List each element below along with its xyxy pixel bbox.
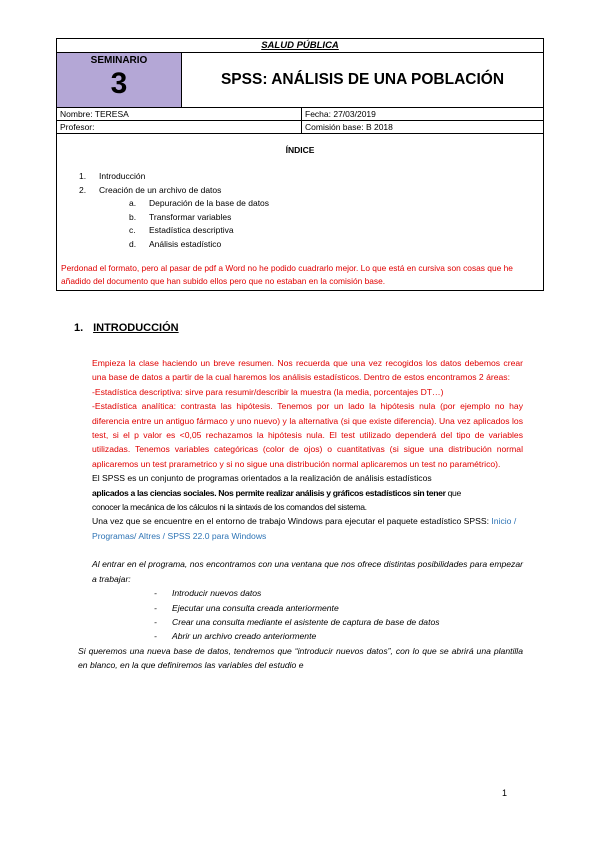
dash-bullet: - xyxy=(154,616,157,627)
seminar-label: SEMINARIO xyxy=(90,55,148,66)
index-subitem xyxy=(79,197,269,211)
index-item-number: 1. xyxy=(79,171,87,181)
windows-paragraph xyxy=(92,514,523,543)
index-subitem-label: Depuración de la base de datos xyxy=(149,198,270,208)
index-list xyxy=(79,170,269,251)
index-subitem-label: Análisis estadístico xyxy=(149,238,222,249)
index-subitem xyxy=(79,224,269,238)
option-label: Introducir nuevos datos xyxy=(172,588,262,599)
option-item xyxy=(92,615,523,629)
seminar-box xyxy=(57,53,182,107)
red-analytic-paragraph: -Estadística analítica: contrasta las hipótesis. Tenemos por un lado la hipótesis nula (por ejemplo no hay diferencia entre un antiguo fármaco y uno nuevo) y la alternativa (si que existe diferencia). Una vez aplicados los test, si el p valor es <0,05 rechazamos la hipótesis nula. El test utilizado dependerá del tipo de variables utilizadas. Tenemos variables categóricas (color de ojos) o cuantitativas (si sigue una distribución normal aplicaremos un test prarametrico y si no sigue una distribución normal aplicaremos un test no paramétrico). xyxy=(92,401,523,469)
windows-text: Una vez que se encuentre en el entorno de trabajo Windows para ejecutar el paquete estadístico SPSS: xyxy=(92,516,492,527)
student-name: Nombre: TERESA xyxy=(57,108,302,120)
commission-field: Comisión base: B 2018 xyxy=(305,122,393,132)
index-subitem-label: Estadística descriptiva xyxy=(149,225,234,235)
index-subitem-letter: d. xyxy=(129,238,137,249)
option-label: Crear una consulta mediante el asistente de captura de base de datos xyxy=(172,616,440,627)
index-subitem-letter: a. xyxy=(129,198,137,208)
dash-bullet: - xyxy=(154,602,157,613)
option-item xyxy=(92,601,523,615)
info-row-1 xyxy=(57,108,543,121)
section-body xyxy=(78,356,523,673)
header-table xyxy=(56,38,544,291)
index-subitem xyxy=(79,238,269,252)
spss-line-2-bold: aplicados a las ciencias sociales. Nos permite realizar análisis y gráficos estadísticos sin tener xyxy=(92,487,446,498)
spacer xyxy=(92,543,523,557)
index-subitem-label: Transformar variables xyxy=(149,211,232,222)
italic-end-paragraph: Si queremos una nueva base de datos, tendremos que “introducir nuevos datos”, con lo que se abrirá una plantilla en blanco, en la que definiremos las variables del estudio e xyxy=(78,645,523,671)
windows-path: Inicio / Programas/ Altres / SPSS 22.0 para Windows xyxy=(92,516,517,541)
teacher-field: Profesor: xyxy=(57,121,302,133)
spss-line-2 xyxy=(92,486,523,500)
index-item-label: Creación de un archivo de datos xyxy=(99,184,222,195)
spss-line-1: El SPSS es un conjunto de programas orientados a la realización de análisis estadísticos xyxy=(92,473,432,484)
index-subitem-letter: b. xyxy=(129,211,137,222)
section-heading xyxy=(74,322,179,334)
index-cell xyxy=(57,134,543,290)
option-label: Abrir un archivo creado anteriormente xyxy=(172,631,317,642)
index-item xyxy=(79,170,269,184)
seminar-row xyxy=(57,53,543,108)
index-title: ÍNDICE xyxy=(285,145,315,155)
index-item xyxy=(79,184,269,198)
option-label: Ejecutar una consulta creada anteriormente xyxy=(172,602,339,613)
subject-title: SALUD PÚBLICA xyxy=(261,40,339,51)
option-item xyxy=(92,629,523,643)
index-subitem xyxy=(79,211,269,225)
red-descriptive-paragraph: -Estadística descriptiva: sirve para resumir/describir la muestra (la media, porcentajes DT…) xyxy=(92,386,444,397)
spss-line-2-tail: que xyxy=(445,487,461,498)
italic-intro-paragraph: Al entrar en el programa, nos encontramos con una ventana que nos ofrece distintas posibilidades para empezar a trabajar: xyxy=(92,559,523,584)
red-intro-paragraph: Empieza la clase haciendo un breve resumen. Nos recuerda que una vez recogidos los datos debemos crear una base de datos a partir de la cual haremos los análisis estadísticos. Dentro de estos encontramos 2 áreas: xyxy=(92,358,523,383)
seminar-number: 3 xyxy=(110,67,128,100)
section-title: INTRODUCCIÓN xyxy=(93,322,179,334)
format-note: Perdonad el formato, pero al pasar de pdf a Word no he podido cuadrarlo mejor. Lo que está en cursiva son cosas que he añadido del documento que han subido ellos pero que no estaban en la comisión base. xyxy=(61,263,513,286)
section-number: 1. xyxy=(74,322,84,334)
date-field: Fecha: 27/03/2019 xyxy=(305,109,376,119)
page-number: 1 xyxy=(502,788,508,798)
index-subitem-letter: c. xyxy=(129,225,136,235)
index-item-label: Introducción xyxy=(99,171,146,181)
subject-row xyxy=(57,39,543,53)
option-item xyxy=(92,586,523,600)
dash-bullet: - xyxy=(154,631,157,642)
spss-line-3: conocer la mecánica de los cálculos ni la sintaxis de los comandos del sistema. xyxy=(92,502,367,513)
index-item-number: 2. xyxy=(79,184,87,195)
dash-bullet: - xyxy=(154,588,157,599)
document-title: SPSS: ANÁLISIS DE UNA POBLACIÓN xyxy=(220,71,505,88)
info-row-2 xyxy=(57,121,543,134)
